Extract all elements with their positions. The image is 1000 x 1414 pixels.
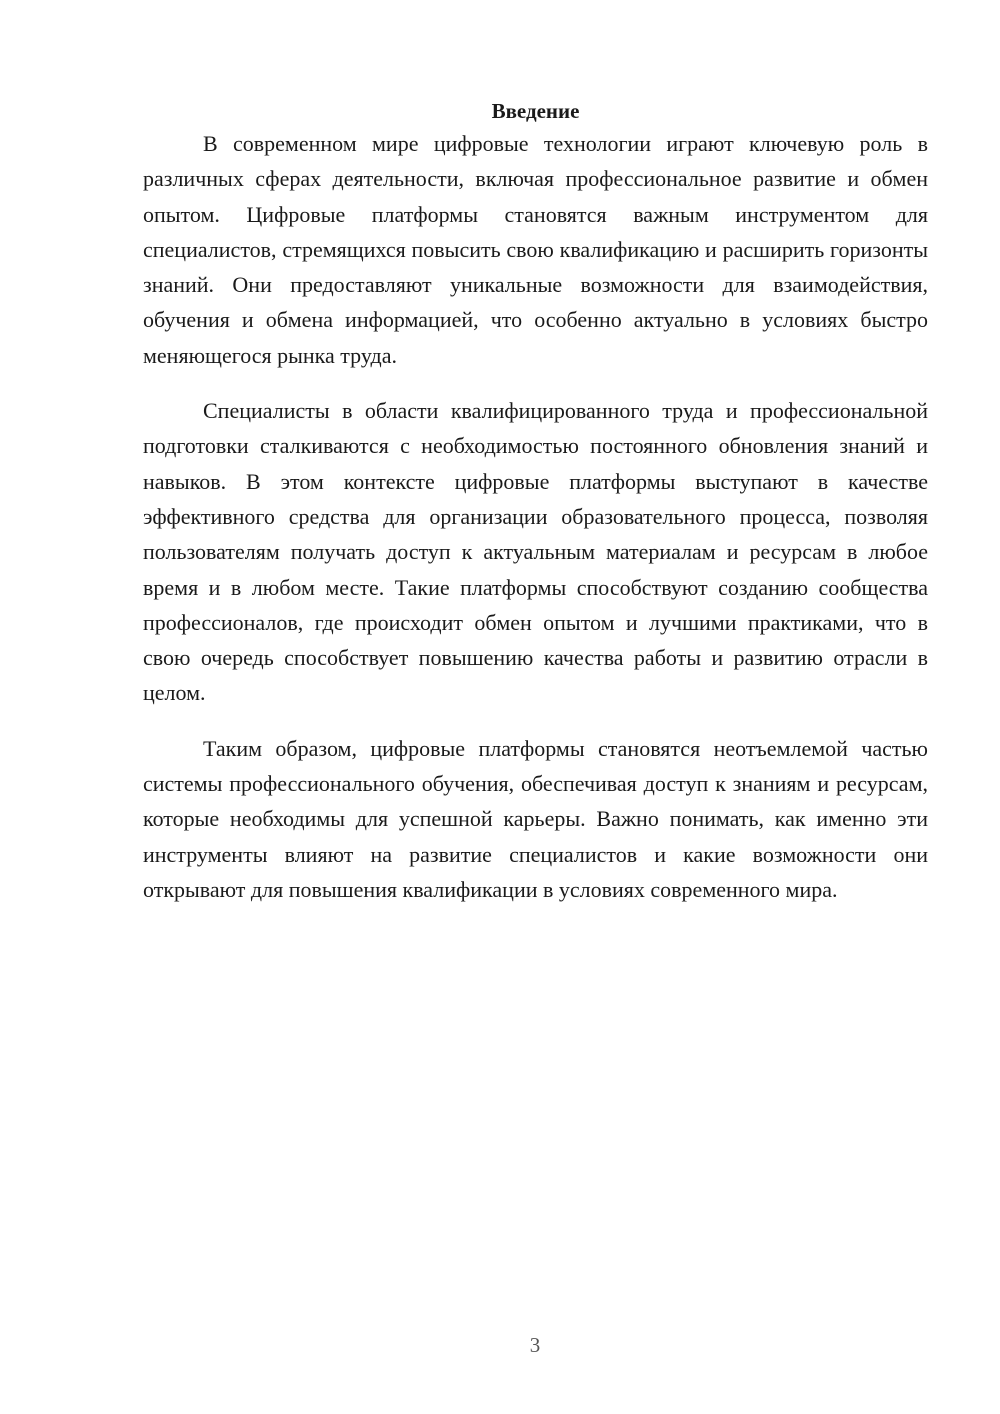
paragraph-3: Таким образом, цифровые платформы становятся неотъемлемой частью системы профессионального обучения, обеспечивая доступ к знаниям и ресурсам, которые необходимы для успешной карьеры. Важно понимать, как именно эти инструменты влияют на развитие специалистов и какие возможности они открывают для повышения квалификации в условиях современного мира. [143, 735, 928, 902]
paragraph-1: В современном мире цифровые технологии играют ключевую роль в различных сферах деятельности, включая профессиональное развитие и обмен опытом. Цифровые платформы становятся важным инструментом для специалистов, стремящихся повысить свою квалификацию и расширить горизонты знаний. Они предоставляют уникальные возможности для взаимодействия, обучения и обмена информацией, что особенно актуально в условиях быстро меняющегося рынка труда. [143, 131, 928, 368]
section-heading: Введение [491, 99, 580, 123]
paragraph-2: Специалисты в области квалифицированного труда и профессиональной подготовки сталкиваются с необходимостью постоянного обновления знаний и навыков. В этом контексте цифровые платформы выступают в качестве эффективного средства для организации образовательного процесса, позволяя пользователям получать доступ к актуальным материалам и ресурсам в любое время и в любом месте. Такие платформы способствуют созданию сообщества профессионалов, где происходит обмен опытом и лучшими практиками, что в свою очередь способствует повышению качества работы и развитию отрасли в целом. [143, 398, 928, 706]
page-content [143, 96, 928, 927]
page-number: 3 [529, 1333, 541, 1357]
